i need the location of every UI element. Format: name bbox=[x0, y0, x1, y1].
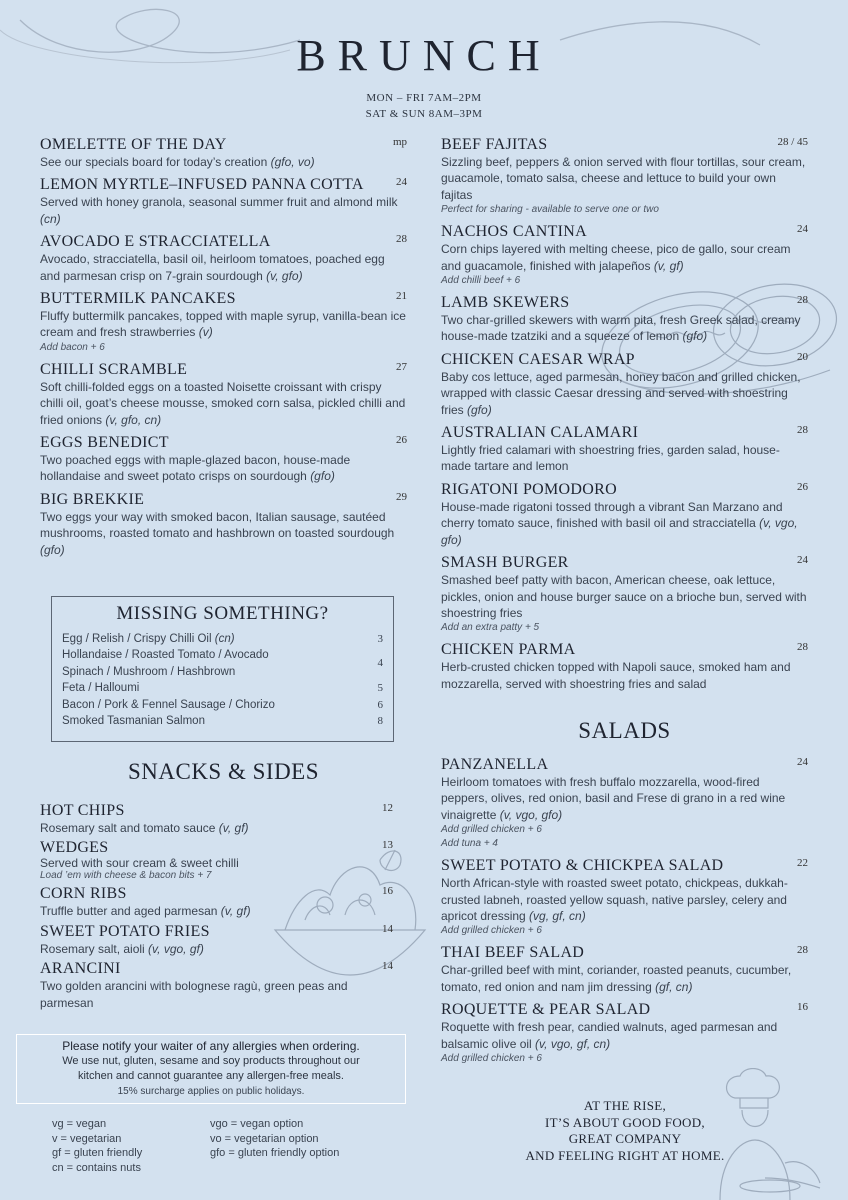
hours-weekend: SAT & SUN 8AM–3PM bbox=[365, 108, 483, 120]
menu-item bbox=[40, 922, 393, 957]
menu-item-name: CHICKEN PARMA bbox=[441, 641, 576, 659]
menu-item-addon: Add tuna + 4 bbox=[441, 838, 498, 850]
menu-item-addon: Perfect for sharing - available to serve one or two bbox=[441, 204, 659, 216]
menu-item-addon: Add an extra patty + 5 bbox=[441, 622, 540, 634]
menu-item-name: CHILLI SCRAMBLE bbox=[40, 360, 188, 378]
extra-price: 8 bbox=[377, 715, 383, 728]
menu-item-name: CHICKEN CAESAR WRAP bbox=[441, 350, 635, 368]
menu-item-addon: Add bacon + 6 bbox=[40, 341, 105, 353]
menu-item-price: 12 bbox=[382, 802, 393, 814]
menu-item-addon: Add chilli beef + 6 bbox=[441, 275, 521, 287]
menu-item-price: 20 bbox=[797, 350, 808, 363]
menu-item-price: 29 bbox=[396, 490, 407, 503]
menu-item-name: RIGATONI POMODORO bbox=[441, 480, 617, 498]
menu-item-name: ARANCINI bbox=[40, 960, 121, 978]
menu-item bbox=[441, 423, 808, 475]
menu-item-name: OMELETTE OF THE DAY bbox=[40, 136, 227, 153]
menu-item-price: 28 bbox=[797, 641, 808, 654]
menu-item-price: 24 bbox=[797, 554, 808, 567]
menu-item bbox=[441, 856, 808, 938]
tagline bbox=[500, 1098, 750, 1164]
menu-item bbox=[441, 1000, 808, 1066]
dietary-tags: (gfo) bbox=[40, 542, 65, 557]
menu-item bbox=[441, 135, 808, 217]
dietary-tags: (v, gf) bbox=[218, 821, 249, 835]
dietary-tags: (vg, gf, cn) bbox=[529, 909, 586, 924]
menu-item-price: 24 bbox=[797, 756, 808, 768]
menu-item-price: 24 bbox=[797, 223, 808, 236]
menu-item-name: THAI BEEF SALAD bbox=[441, 944, 585, 962]
menu-item bbox=[40, 838, 393, 882]
allergy-line: We use nut, gluten, sesame and soy products throughout our bbox=[62, 1055, 360, 1067]
hours-weekday: MON – FRI 7AM–2PM bbox=[366, 92, 482, 104]
menu-item-addon: Add grilled chicken + 6 bbox=[441, 824, 542, 836]
brunch-menu-list bbox=[40, 135, 407, 563]
dietary-legend-right bbox=[210, 1117, 339, 1161]
extra-row: Egg / Relish / Crispy Chilli Oil (cn) 3 bbox=[62, 631, 383, 647]
menu-item-addon: Add grilled chicken + 6 bbox=[441, 1053, 542, 1065]
menu-item-name: SWEET POTATO FRIES bbox=[40, 922, 210, 940]
legend-entry: cn = contains nuts bbox=[52, 1161, 141, 1174]
menu-item-description: See our specials board for today’s creation (gfo, vo) bbox=[40, 155, 315, 169]
snacks-list bbox=[40, 801, 393, 1013]
menu-item-price: 27 bbox=[396, 360, 407, 373]
menu-item-description: Fluffy buttermilk pancakes, topped with maple syrup, vanilla-bean ice cream and fresh strawberries (v) bbox=[40, 309, 406, 340]
menu-item-description: Rosemary salt and tomato sauce (v, gf) bbox=[40, 821, 249, 835]
menu-item bbox=[441, 350, 808, 418]
menu-item-description: Avocado, stracciatella, basil oil, heirloom tomatoes, poached egg and parmesan crisp on 7-grain sourdough (v, gfo) bbox=[40, 252, 385, 283]
dietary-tags: (v, gf) bbox=[220, 904, 251, 919]
menu-item bbox=[40, 959, 393, 1011]
menu-item-price: 24 bbox=[396, 176, 407, 189]
menu-item bbox=[40, 360, 407, 428]
menu-item-name: NACHOS CANTINA bbox=[441, 223, 587, 241]
menu-item bbox=[441, 943, 808, 995]
menu-item bbox=[40, 884, 393, 919]
menu-item-description: Roquette with fresh pear, candied walnuts, aged parmesan and balsamic olive oil (v, vgo, gf, cn) bbox=[441, 1020, 778, 1051]
menu-item bbox=[441, 755, 808, 851]
menu-item-description: Two poached eggs with maple-glazed bacon, house-made hollandaise and sweet potato crisps on sourdough (gfo) bbox=[40, 453, 351, 484]
tagline-line: AND FEELING RIGHT AT HOME. bbox=[525, 1147, 725, 1163]
extra-price: 3 bbox=[377, 633, 383, 645]
menu-item-name: WEDGES bbox=[40, 839, 109, 857]
menu-item-description: Two golden arancini with bolognese ragù, green peas and parmesan bbox=[40, 979, 348, 1010]
menu-item bbox=[40, 232, 407, 284]
dietary-tags: (v, vgo, gf, cn) bbox=[535, 1036, 611, 1051]
legend-entry: gfo = gluten friendly option bbox=[210, 1147, 340, 1159]
menu-item-description: House-made rigatoni tossed through a vibrant San Marzano and cherry tomato sauce, finished with basil oil and stracciatella (v, vgo, gfo) bbox=[441, 499, 798, 547]
menu-item bbox=[40, 135, 407, 170]
menu-item-description: Served with honey granola, seasonal summer fruit and almond milk (cn) bbox=[40, 195, 398, 226]
extra-price: 5 bbox=[377, 682, 383, 695]
legend-entry: vgo = vegan option bbox=[210, 1118, 304, 1130]
menu-item bbox=[441, 640, 808, 692]
missing-something-title: MISSING SOMETHING? bbox=[116, 603, 329, 624]
menu-item-name: EGGS BENEDICT bbox=[40, 434, 169, 452]
allergy-line: kitchen and cannot guarantee any allergen-free meals. bbox=[77, 1070, 344, 1082]
menu-item bbox=[40, 490, 407, 558]
salads-heading: SALADS bbox=[578, 718, 671, 743]
menu-item-description: Rosemary salt, aioli (v, vgo, gf) bbox=[40, 941, 204, 956]
dietary-tags: (gfo) bbox=[467, 402, 492, 417]
menu-item-name: BEEF FAJITAS bbox=[441, 136, 548, 153]
legend-entry: vo = vegetarian option bbox=[210, 1132, 319, 1145]
allergy-line: Please notify your waiter of any allergies when ordering. bbox=[62, 1039, 360, 1053]
menu-item-name: HOT CHIPS bbox=[40, 802, 125, 819]
menu-item-name: AVOCADO E STRACCIATELLA bbox=[40, 233, 271, 251]
dietary-legend-left bbox=[52, 1117, 142, 1175]
dietary-tags: (gfo, vo) bbox=[270, 155, 315, 169]
dietary-tags: (v) bbox=[198, 325, 213, 340]
menu-item bbox=[40, 289, 407, 355]
menu-item-price: 21 bbox=[396, 290, 407, 303]
menu-item-description: Corn chips layered with melting cheese, pico de gallo, sour cream and guacamole, finished with jalapeños (v, gf) bbox=[441, 242, 791, 273]
salads-list bbox=[441, 755, 808, 1071]
menu-item-name: BUTTERMILK PANCAKES bbox=[40, 290, 236, 308]
menu-item-name: SWEET POTATO & CHICKPEA SALAD bbox=[441, 857, 724, 875]
menu-item-description: Soft chilli-folded eggs on a toasted Noisette croissant with crispy chilli oil, goat’s cheese mousse, smoked corn salsa, pickled chilli and fried onions (v, gfo, cn) bbox=[40, 379, 406, 427]
dietary-tags: (v, gfo, cn) bbox=[105, 412, 162, 427]
menu-item-price: 16 bbox=[382, 885, 393, 898]
tagline-line: IT’S ABOUT GOOD FOOD, bbox=[545, 1114, 705, 1130]
menu-item-description: Lightly fried calamari with shoestring fries, garden salad, house-made tartare and lemon bbox=[441, 443, 780, 474]
legend-entry: gf = gluten friendly bbox=[52, 1147, 143, 1159]
page-title: BRUNCH bbox=[296, 31, 552, 80]
menu-item-price: 28 bbox=[797, 424, 808, 437]
menu-item bbox=[441, 222, 808, 288]
surcharge-note: 15% surcharge applies on public holidays. bbox=[117, 1086, 305, 1097]
dietary-tags: (gf, cn) bbox=[655, 979, 693, 994]
menu-item-description: North African-style with roasted sweet potato, chickpeas, dukkah-crusted labneh, roasted yellow squash, native parsley, celery and apricot dressing (vg, gf, cn) bbox=[441, 876, 788, 924]
menu-item-name: PANZANELLA bbox=[441, 756, 549, 773]
dietary-tags: (cn) bbox=[40, 211, 61, 226]
menu-item-price: 16 bbox=[797, 1001, 808, 1014]
menu-item bbox=[441, 553, 808, 635]
extra-row: Bacon / Pork & Fennel Sausage / Chorizo 6 bbox=[62, 697, 383, 713]
extra-row: Hollandaise / Roasted Tomato / Avocado Spinach / Mushroom / Hashbrown 4 bbox=[62, 649, 383, 678]
extra-row: Feta / Halloumi 5 bbox=[62, 680, 383, 696]
menu-item bbox=[40, 175, 407, 227]
menu-item-addon: Add grilled chicken + 6 bbox=[441, 925, 542, 937]
menu-item-price: 14 bbox=[382, 922, 393, 935]
dietary-tags: (v, vgo, gfo) bbox=[499, 807, 563, 822]
menu-item-price: 13 bbox=[382, 839, 393, 852]
dietary-tags: (v, gfo) bbox=[266, 268, 303, 283]
menu-item-addon: Load ’em with cheese & bacon bits + 7 bbox=[40, 870, 212, 882]
allergy-notice bbox=[16, 1034, 406, 1104]
dietary-tags: (v, vgo, gfo) bbox=[441, 516, 798, 547]
menu-item-description: Char-grilled beef with mint, coriander, roasted peanuts, cucumber, tomato, red onion and nam jim dressing (gf, cn) bbox=[441, 963, 792, 994]
menu-item-name: BIG BREKKIE bbox=[40, 490, 145, 508]
menu-item-description: Two char-grilled skewers with warm pita, fresh Greek salad, creamy house-made tzatziki and a squeeze of lemon (gfo) bbox=[441, 313, 801, 344]
menu-item-price: 14 bbox=[382, 960, 393, 973]
menu-item bbox=[40, 801, 393, 836]
opening-hours bbox=[0, 90, 848, 122]
extra-row: Smoked Tasmanian Salmon 8 bbox=[62, 713, 383, 729]
extra-price: 6 bbox=[377, 698, 383, 711]
mains-menu-list bbox=[441, 135, 808, 697]
dietary-tags: (v, gf) bbox=[653, 258, 684, 273]
legend-entry: vg = vegan bbox=[52, 1118, 107, 1130]
menu-item-price: 26 bbox=[396, 434, 407, 447]
menu-item-price: 28 bbox=[797, 294, 808, 307]
menu-item-description: Sizzling beef, peppers & onion served with flour tortillas, sour cream, guacamole, tomato salsa, cheese and lettuce to build your own fajitas bbox=[441, 155, 806, 202]
tagline-line: GREAT COMPANY bbox=[568, 1131, 682, 1146]
menu-item bbox=[441, 480, 808, 548]
dietary-tags: (cn) bbox=[214, 633, 235, 645]
menu-item-price: 22 bbox=[797, 857, 808, 870]
menu-item-description: Heirloom tomatoes with fresh buffalo mozzarella, wood-fired peppers, olives, red onion, basil and Frese di grano in a red wine vinaigrette (v, vgo, gfo) bbox=[441, 775, 786, 822]
menu-item-description: Baby cos lettuce, aged parmesan, honey bacon and grilled chicken, wrapped with classic Caesar dressing and served with shoestring fries (gfo) bbox=[441, 369, 801, 417]
dietary-tags: (gfo) bbox=[310, 469, 335, 484]
menu-item-price: 28 bbox=[797, 944, 808, 957]
menu-item-name: SMASH BURGER bbox=[441, 554, 569, 572]
menu-item-description: Served with sour cream & sweet chilli bbox=[40, 856, 239, 871]
dietary-tags: (v, vgo, gf) bbox=[148, 941, 204, 956]
menu-item-description: Smashed beef patty with bacon, American cheese, oak lettuce, pickles, onion and house burger sauce on a brioche bun, served with shoestring fries bbox=[441, 573, 807, 620]
legend-entry: v = vegetarian bbox=[52, 1132, 122, 1145]
menu-item bbox=[40, 433, 407, 485]
menu-item-name: ROQUETTE & PEAR SALAD bbox=[441, 1001, 651, 1019]
extra-price: 4 bbox=[377, 657, 383, 670]
menu-item-price: 28 / 45 bbox=[777, 136, 808, 148]
menu-item-name: AUSTRALIAN CALAMARI bbox=[441, 424, 639, 442]
menu-item-description: Two eggs your way with smoked bacon, Italian sausage, sautéed mushrooms, roasted tomato and hashbrown on toasted sourdough (gfo) bbox=[40, 509, 395, 557]
menu-item-name: LEMON MYRTLE–INFUSED PANNA COTTA bbox=[40, 176, 364, 194]
menu-item-price: 28 bbox=[396, 233, 407, 246]
menu-item-description: Herb-crusted chicken topped with Napoli sauce, smoked ham and mozzarella, served with shoestring fries and salad bbox=[441, 660, 791, 691]
menu-item-price: 26 bbox=[797, 480, 808, 493]
menu-item-price: mp bbox=[392, 136, 407, 148]
menu-item-description: Truffle butter and aged parmesan (v, gf) bbox=[40, 904, 251, 919]
menu-item-name: LAMB SKEWERS bbox=[441, 294, 570, 312]
dietary-tags: (gfo) bbox=[682, 329, 708, 344]
menu-item bbox=[441, 293, 808, 345]
snacks-sides-heading: SNACKS & SIDES bbox=[127, 759, 320, 784]
tagline-line: AT THE RISE, bbox=[583, 1098, 667, 1113]
missing-something-box bbox=[51, 596, 394, 742]
menu-item-name: CORN RIBS bbox=[40, 885, 127, 903]
